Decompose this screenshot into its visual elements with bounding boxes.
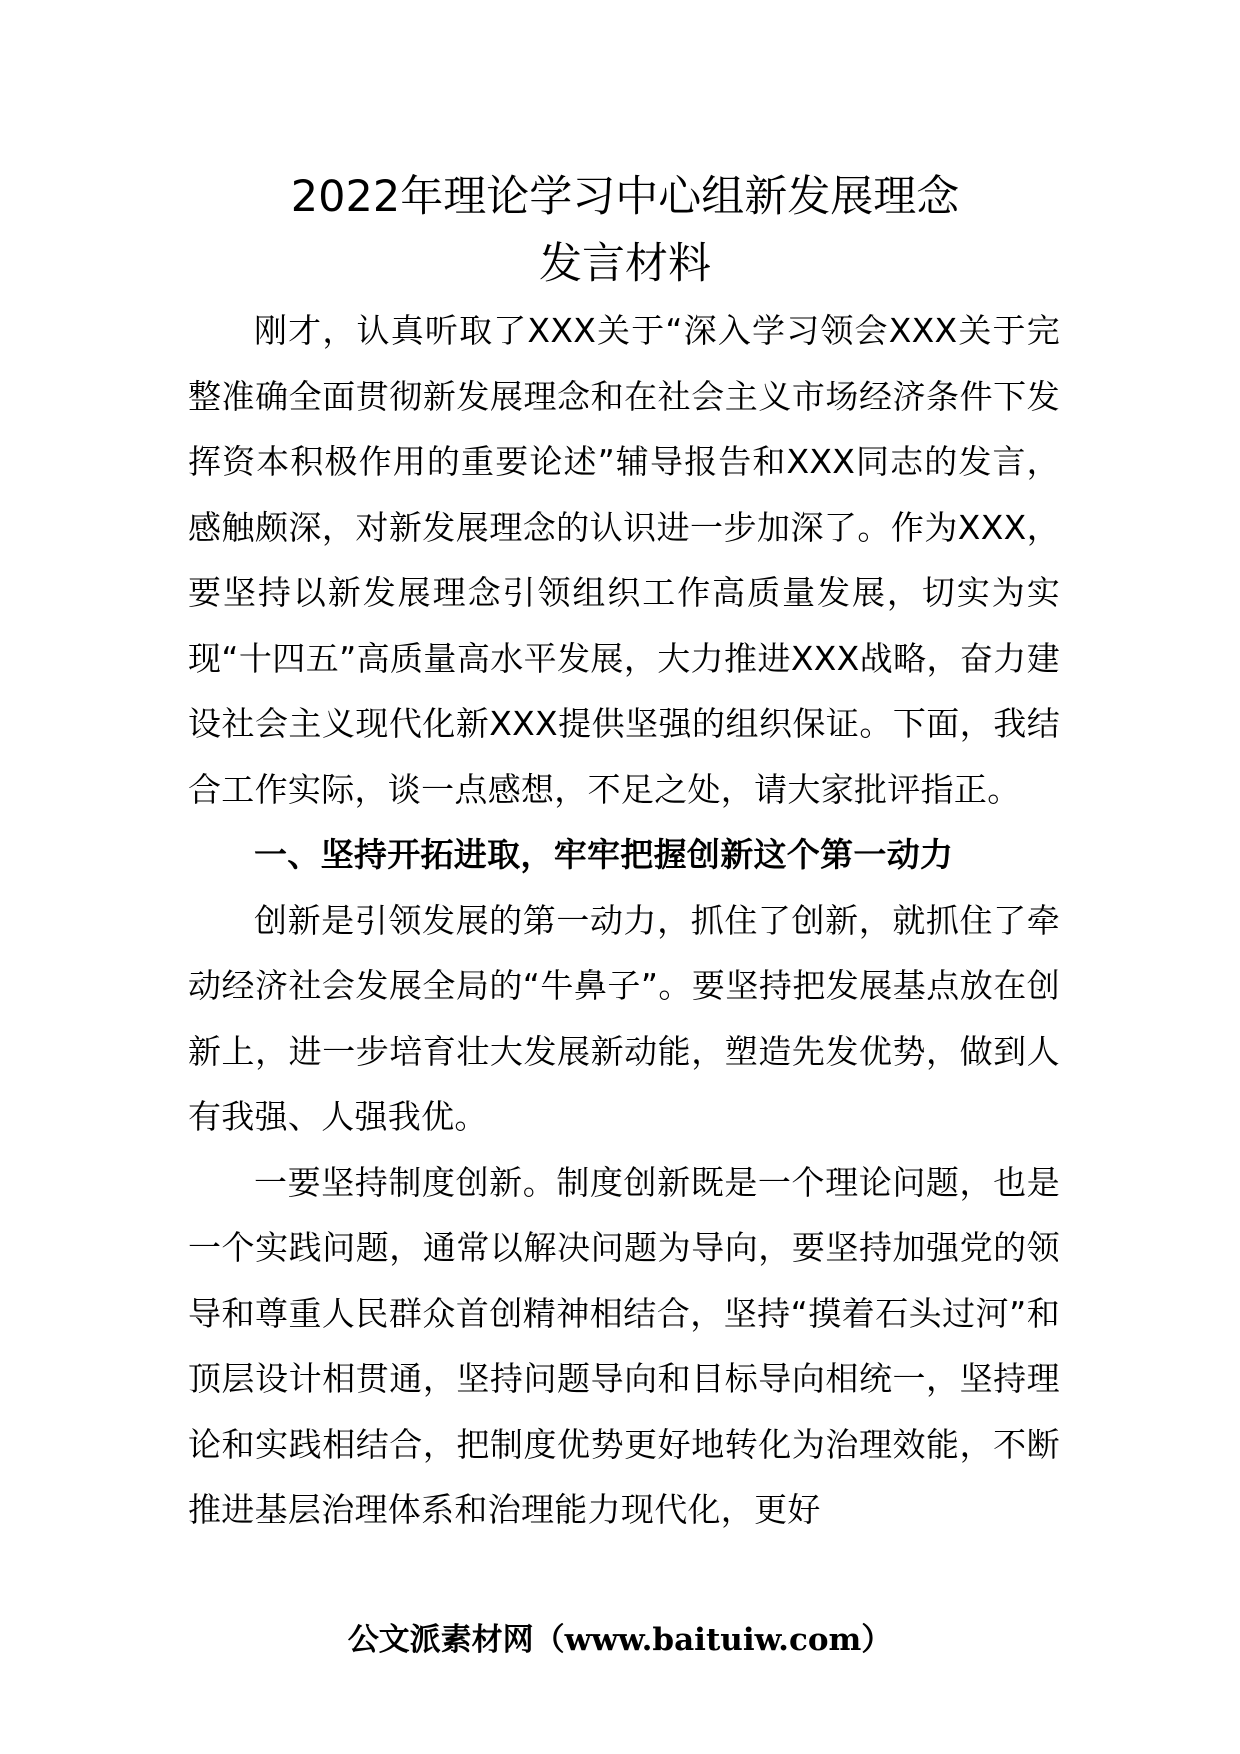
document-body — [188, 298, 1060, 1543]
footer-watermark: 公文派素材网（www.baituiw.com） — [347, 1622, 893, 1658]
section-heading-1: 一、坚持开拓进取，牢牢把握创新这个第一动力 — [254, 835, 954, 874]
document-title-line-2: 发言材料 — [539, 239, 711, 289]
paragraph-institutional-innovation: 一要坚持制度创新。制度创新既是一个理论问题，也是一个实践问题，通常以解决问题为导向，要坚持加强党的领导和尊重人民群众首创精神相结合，坚持“摸着石头过河”和顶层设计相贯通，坚持问题导向和目标导向相统一，坚持理论和实践相结合，把制度优势更好地转化为治理效能，不断推进基层治理体系和治理能力现代化，更好 — [188, 1162, 1060, 1529]
paragraph-intro: 刚才，认真听取了XXX关于“深入学习领会XXX关于完整准确全面贯彻新发展理念和在社会主义市场经济条件下发挥资本积极作用的重要论述”辅导报告和XXX同志的发言，感触颇深，对新发展理念的认识进一步加深了。作为XXX，要坚持以新发展理念引领组织工作高质量发展，切实为实现“十四五”高质量高水平发展，大力推进XXX战略，奋力建设社会主义现代化新XXX提供坚强的组织保证。下面，我结合工作实际，谈一点感想，不足之处，请大家批评指正。 — [188, 311, 1060, 809]
document-title-line-1: 2022年理论学习中心组新发展理念 — [290, 172, 960, 222]
paragraph-innovation: 创新是引领发展的第一动力，抓住了创新，就抓住了牵动经济社会发展全局的“牛鼻子”。要坚持把发展基点放在创新上，进一步培育壮大发展新动能，塑造先发优势，做到人有我强、人强我优。 — [188, 900, 1060, 1136]
